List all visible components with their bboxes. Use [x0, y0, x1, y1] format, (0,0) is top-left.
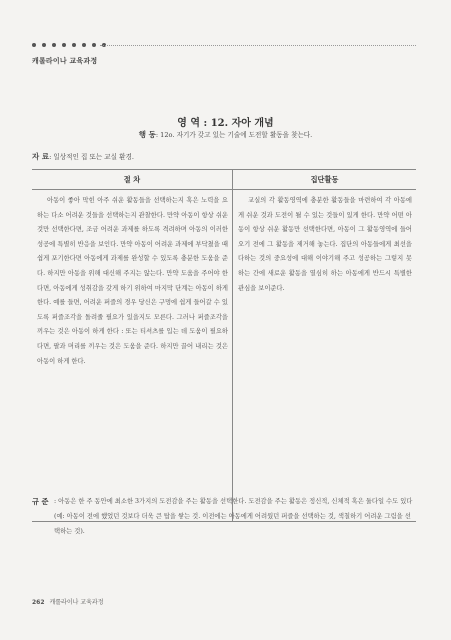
dot-icon — [72, 43, 76, 47]
materials-label: 자 료 — [32, 152, 50, 161]
materials-line — [32, 151, 134, 162]
table-row — [32, 190, 416, 522]
header-divider — [100, 45, 416, 46]
activity-text: : 12o. 자기가 갖고 있는 기술에 도전할 활동을 찾는다. — [155, 131, 313, 139]
activity-line — [0, 129, 451, 140]
dot-icon — [42, 43, 46, 47]
footer-label: 캐롤라이나 교육과정 — [49, 599, 104, 606]
group-activity-cell — [233, 190, 417, 522]
materials-text: : 일상적인 집 또는 교실 환경. — [49, 153, 134, 161]
procedure-header: 절 차 — [32, 170, 233, 190]
procedure-cell — [32, 190, 233, 522]
page-footer — [32, 597, 104, 606]
dot-icon — [62, 43, 66, 47]
procedure-text: 아동이 좋아 막힌 아주 쉬운 활동들을 선택하는지 혹은 노력을 요하는 다소 어려운 것들을 선택하는지 관찰한다. 만약 아동이 항상 쉬운 것만 선택한다면, 조금 어려운 과제를 하도록 격려하며 아동의 이러한 성공에 특별히 반응을 보인다. 만약 아동이 어려운 과제에 부닥쳤을 때 쉽게 포기한다면 아동에게 과제를 완성할 수 있도록 충분한 도움을 준다. 하지만 아동을 위해 대신해 주지는 않는다. 만약 도움을 주어야 한다면, 아동에게 성취감을 갖게 하기 위하여 마지막 단계는 아동이 하게 한다. 예를 들면, 어려운 퍼즐의 경우 당신은 구멍에 쉽게 들어갈 수 있도록 퍼즐조각을 돌려줄 필요가 있을지도 모른다. 그러나 퍼즐조각을 끼우는 것은 아동이 하게 한다 : 또는 티셔츠를 입는 데 도움이 필요하다면, 팔과 머리를 끼우는 것은 도움을 준다. 하지만 끌어 내리는 것은 아동이 하게 한다. — [37, 197, 228, 365]
dot-icon — [82, 43, 86, 47]
group-activity-text: 교실의 각 활동영역에 충분한 활동들을 마련하여 각 아동에게 쉬운 것과 도전이 될 수 있는 것들이 있게 한다. 만약 어떤 아동이 항상 쉬운 활동만 선택한다면, 아동이 그 활동영역에 들어오기 전에 그 활동을 제거해 놓는다. 집단의 아동들에게 최선을 다하는 것의 중요성에 대해 이야기해 주고 성공하는 그렇지 못하는 간에 새로운 활동을 열심히 하는 아동에게 반드시 특별한 관심을 보이준다. — [238, 197, 412, 292]
area-title: 영 역 : 12. 자아 개념 — [177, 118, 274, 129]
procedure-table — [32, 169, 416, 522]
criterion-block — [32, 495, 416, 539]
group-activity-header: 집단활동 — [233, 170, 417, 190]
dot-icon — [52, 43, 56, 47]
activity-label: 행 동 — [138, 130, 156, 139]
criterion-text: : 아동은 한 주 동안에 최소한 3가지의 도전감을 주는 활동을 선택한다. 도전감을 주는 활동은 정신적, 신체적 혹은 둘다일 수도 있다(예: 아동이 전에 했었던 것보다 더욱 큰 탑을 쌓는 것. 이전에는 아동에게 어려웠던 퍼즐을 선택하는 것, 색칠하기 어려운 그림을 선택하는 것). — [54, 498, 413, 535]
table-header-row — [32, 170, 416, 190]
running-header: 캐롤라이나 교육과정 — [32, 57, 98, 65]
dot-icon — [92, 43, 96, 47]
page-number: 262 — [32, 599, 45, 606]
dot-icon — [32, 43, 36, 47]
criterion-label: 규 준 — [32, 497, 49, 506]
header-dots — [32, 43, 106, 47]
